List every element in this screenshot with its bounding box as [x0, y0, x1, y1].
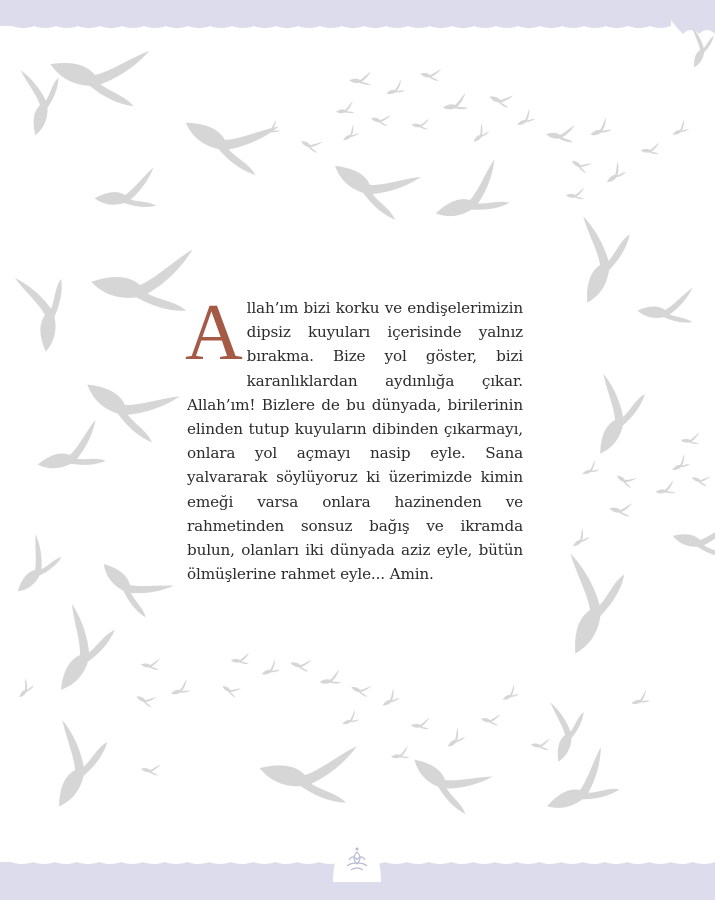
- drop-cap: A: [185, 289, 243, 377]
- ornament-emblem-icon: [331, 838, 383, 882]
- prayer-paragraph: [185, 289, 523, 586]
- prayer-text: llah’ım bizi korku ve endişelerimizin dipsiz kuyuları içerisinde yalnız bırakma. Bize yol göster, bizi karanlıklardan aydınlığa çıkar. Allah’ım! Bizlere de bu dünyada, birilerinin elinden tutup kuyuların dibinden çıkarmayı, onlara yol açmayı nasip eyle. Sana yalvararak söylüyoruz ki üzerimizde kimin emeği varsa onlara hazinenden ve rahmetinden sonsuz bağış ve ikramda bulun, olanları iki dünyada aziz eyle, bütün ölmüşlerine rahmet eyle... Amin.: [187, 299, 523, 584]
